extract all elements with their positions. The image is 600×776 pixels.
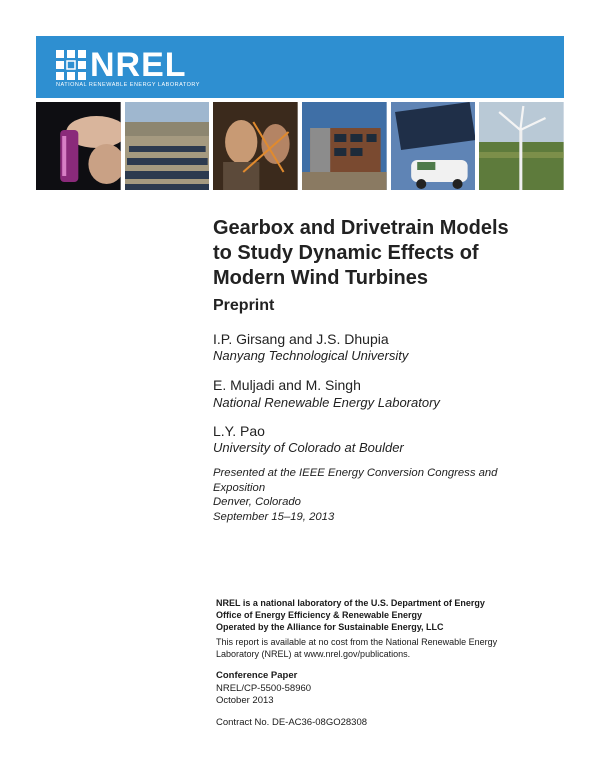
paper-info xyxy=(216,670,311,708)
photo-strip xyxy=(36,102,564,190)
presentation-info xyxy=(213,466,543,524)
availability-note xyxy=(216,636,546,660)
report-date: October 2013 xyxy=(216,695,274,706)
presentation-location: Denver, Colorado xyxy=(213,496,301,508)
photo-building xyxy=(302,102,387,190)
photo-wind-turbine xyxy=(479,102,564,190)
photo-solar-field xyxy=(125,102,210,190)
logo-subtitle: NATIONAL RENEWABLE ENERGY LABORATORY xyxy=(56,82,200,88)
photo-vial xyxy=(36,102,121,190)
paper-type: Conference Paper xyxy=(216,670,298,681)
statement-line: NREL is a national laboratory of the U.S. Department of Energy xyxy=(216,598,485,608)
nrel-logo-mark-icon xyxy=(56,50,86,80)
title-line: Modern Wind Turbines xyxy=(213,267,428,289)
statement-line: Office of Energy Efficiency & Renewable Energy xyxy=(216,610,423,620)
author-affiliation: National Renewable Energy Laboratory xyxy=(213,395,440,410)
author-names: L.Y. Pao xyxy=(213,423,265,439)
presentation-line: Exposition xyxy=(213,481,266,494)
photo-researchers xyxy=(213,102,298,190)
document-subtitle: Preprint xyxy=(213,297,275,314)
title-line: Gearbox and Drivetrain Models xyxy=(213,217,509,239)
availability-line: Laboratory (NREL) at www.nrel.gov/publications. xyxy=(216,649,411,659)
availability-line: This report is available at no cost from the National Renewable Energy xyxy=(216,637,498,647)
header-banner xyxy=(36,36,564,98)
nrel-statement xyxy=(216,597,485,633)
presentation-dates: September 15–19, 2013 xyxy=(213,510,335,523)
contract-number: Contract No. DE-AC36-08GO28308 xyxy=(216,717,368,728)
document-title xyxy=(213,216,563,291)
author-names: I.P. Girsang and J.S. Dhupia xyxy=(213,331,389,347)
title-line: to Study Dynamic Effects of xyxy=(213,242,479,264)
photo-solar-car xyxy=(391,102,476,190)
statement-line: Operated by the Alliance for Sustainable Energy, LLC xyxy=(216,622,444,632)
logo-wordmark: NREL xyxy=(90,46,187,84)
nrel-logo xyxy=(56,46,187,84)
author-affiliation: University of Colorado at Boulder xyxy=(213,440,404,455)
author-names: E. Muljadi and M. Singh xyxy=(213,377,361,393)
author-affiliation: Nanyang Technological University xyxy=(213,348,409,363)
report-number: NREL/CP-5500-58960 xyxy=(216,682,312,694)
presentation-line: Presented at the IEEE Energy Conversion Congress and xyxy=(213,467,498,479)
